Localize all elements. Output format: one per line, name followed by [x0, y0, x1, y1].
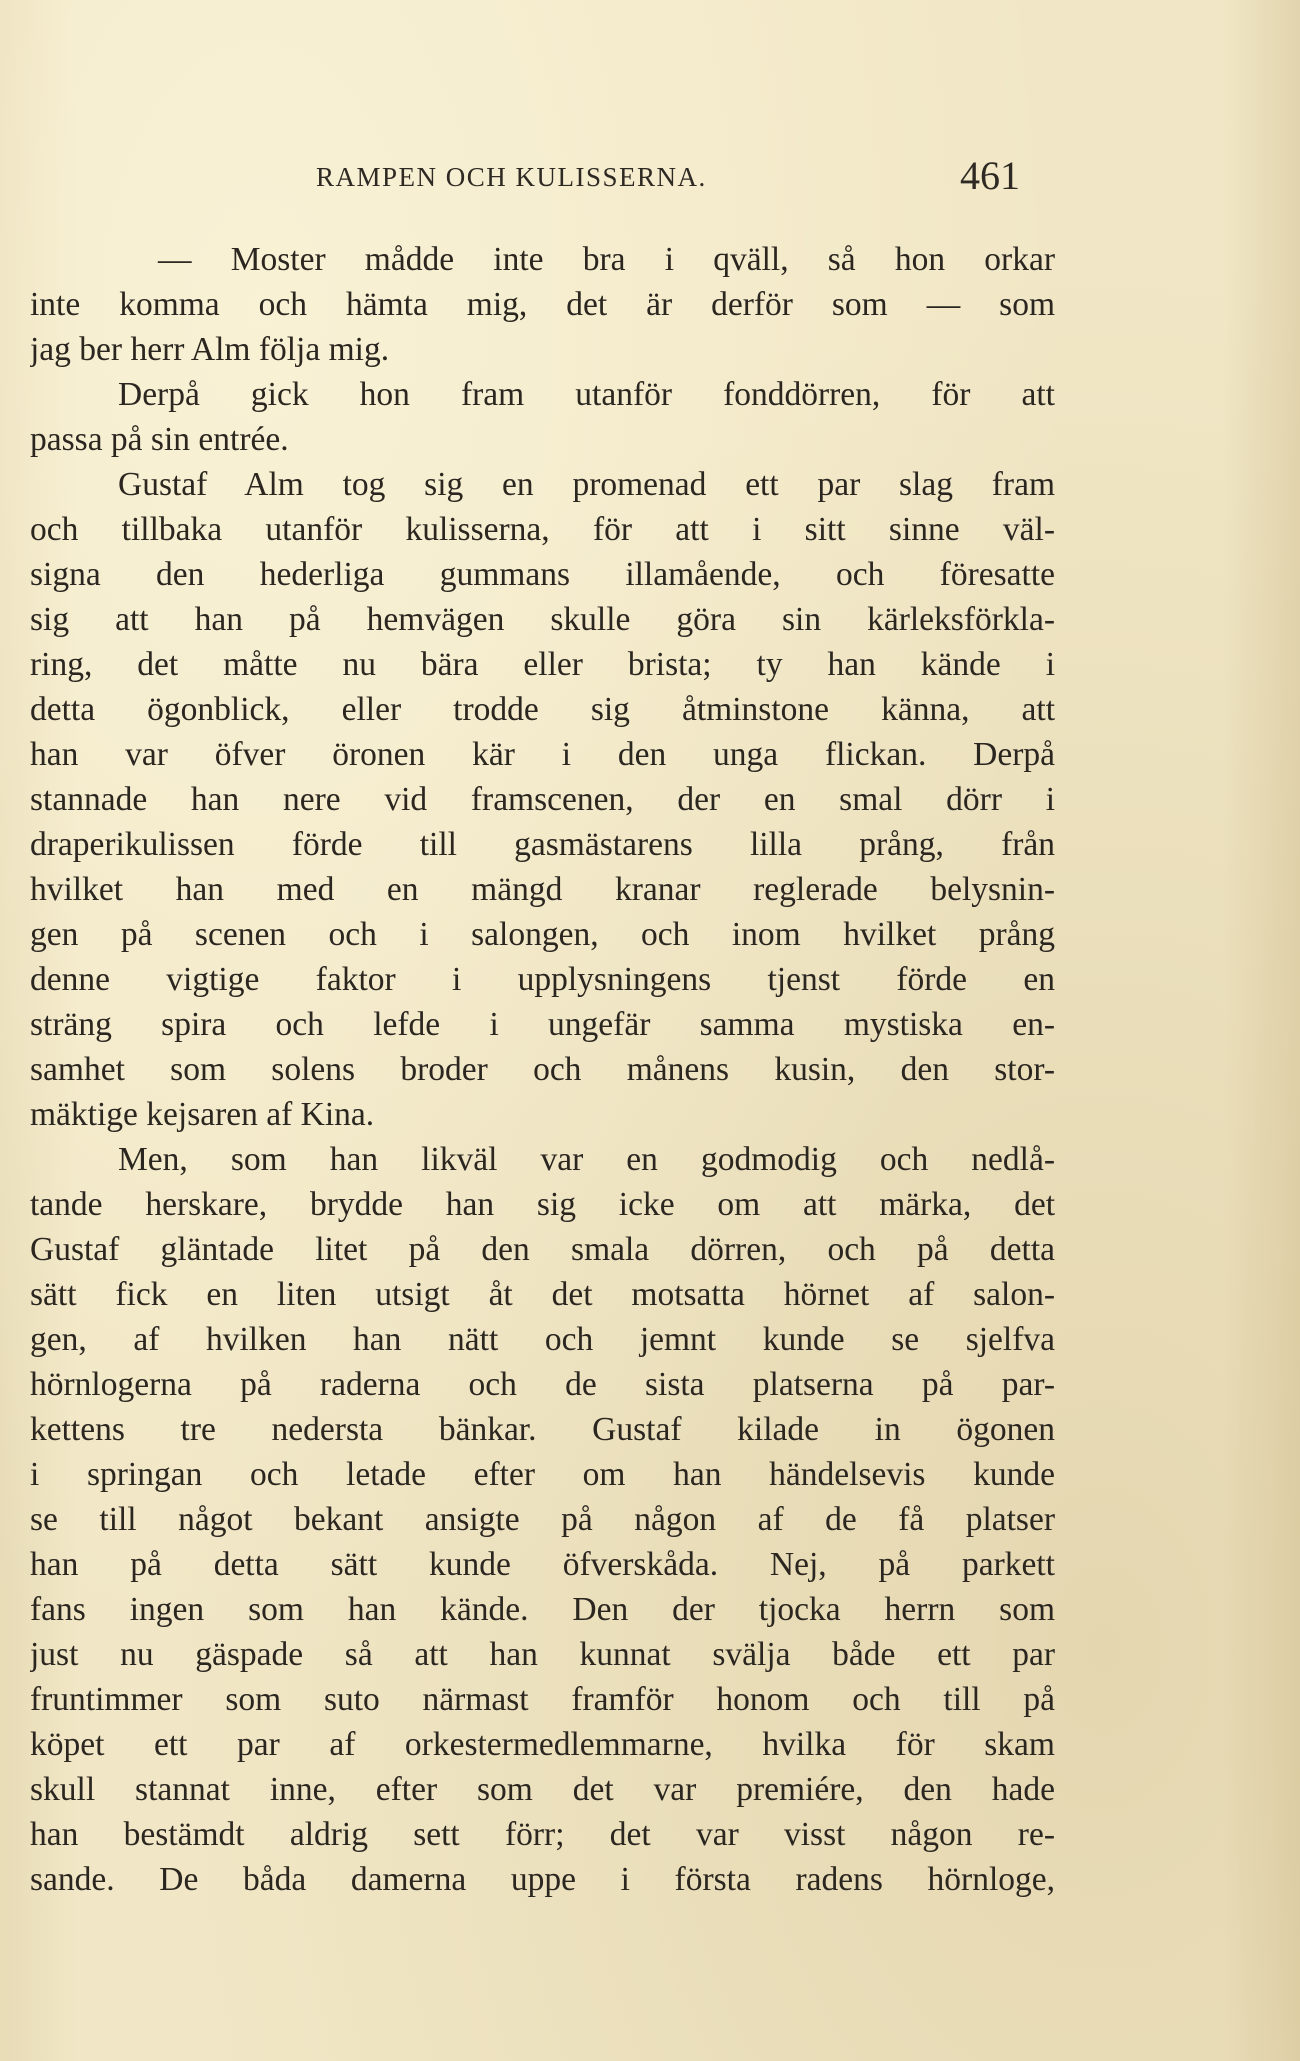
text-line: Men, som han likväl var en godmodig och nedlå- — [118, 1141, 1055, 1178]
text-line: sig att han på hemvägen skulle göra sin kärleksförkla- — [30, 601, 1055, 638]
text-line: köpet ett par af orkestermedlemmarne, hvilka för skam — [30, 1726, 1055, 1763]
text-line: i springan och letade efter om han händelsevis kunde — [30, 1456, 1055, 1493]
text-line: — Moster mådde inte bra i qväll, så hon orkar — [158, 241, 1055, 278]
text-line: passa på sin entrée. — [30, 421, 289, 458]
text-line: denne vigtige faktor i upplysningens tjenst förde en — [30, 961, 1055, 998]
text-line: Gustaf Alm tog sig en promenad ett par slag fram — [118, 466, 1055, 503]
text-line: han var öfver öronen kär i den unga flickan. Derpå — [30, 736, 1055, 773]
text-line: han bestämdt aldrig sett förr; det var visst någon re- — [30, 1816, 1055, 1853]
text-line: sande. De båda damerna uppe i första radens hörnloge, — [30, 1861, 1055, 1898]
text-line: tande herskare, brydde han sig icke om att märka, det — [30, 1186, 1055, 1223]
text-line: samhet som solens broder och månens kusin, den stor- — [30, 1051, 1055, 1088]
text-line: detta ögonblick, eller trodde sig åtminstone känna, att — [30, 691, 1055, 728]
text-line: draperikulissen förde till gasmästarens lilla prång, från — [30, 826, 1055, 863]
text-line: fans ingen som han kände. Den der tjocka herrn som — [30, 1591, 1055, 1628]
text-line: hvilket han med en mängd kranar reglerade belysnin- — [30, 871, 1055, 908]
text-line: skull stannat inne, efter som det var premiére, den hade — [30, 1771, 1055, 1808]
text-line: gen på scenen och i salongen, och inom hvilket prång — [30, 916, 1055, 953]
text-line: inte komma och hämta mig, det är derför som — som — [30, 286, 1055, 323]
text-line: sätt fick en liten utsigt åt det motsatta hörnet af salon- — [30, 1276, 1055, 1313]
text-line: fruntimmer som suto närmast framför honom och till på — [30, 1681, 1055, 1718]
text-line: just nu gäspade så att han kunnat svälja både ett par — [30, 1636, 1055, 1673]
text-line: ring, det måtte nu bära eller brista; ty han kände i — [30, 646, 1055, 683]
text-line: stannade han nere vid framscenen, der en smal dörr i — [30, 781, 1055, 818]
text-line: kettens tre nedersta bänkar. Gustaf kilade in ögonen — [30, 1411, 1055, 1448]
text-line: han på detta sätt kunde öfverskåda. Nej, på parkett — [30, 1546, 1055, 1583]
text-line: signa den hederliga gummans illamående, och föresatte — [30, 556, 1055, 593]
text-line: jag ber herr Alm följa mig. — [30, 331, 390, 368]
text-line: sträng spira och lefde i ungefär samma mystiska en- — [30, 1006, 1055, 1043]
page-number: 461 — [960, 153, 1020, 198]
text-line: och tillbaka utanför kulisserna, för att i sitt sinne väl- — [30, 511, 1055, 548]
text-line: se till något bekant ansigte på någon af de få platser — [30, 1501, 1055, 1538]
text-line: mäktige kejsaren af Kina. — [30, 1096, 375, 1133]
body-text — [30, 237, 1055, 1902]
text-line: gen, af hvilken han nätt och jemnt kunde se sjelfva — [30, 1321, 1055, 1358]
text-line: Gustaf gläntade litet på den smala dörren, och på detta — [30, 1231, 1055, 1268]
running-head — [300, 152, 1020, 202]
text-line: Derpå gick hon fram utanför fonddörren, för att — [118, 376, 1055, 413]
text-line: hörnlogerna på raderna och de sista platserna på par- — [30, 1366, 1055, 1403]
running-title: RAMPEN OCH KULISSERNA. — [316, 162, 707, 192]
